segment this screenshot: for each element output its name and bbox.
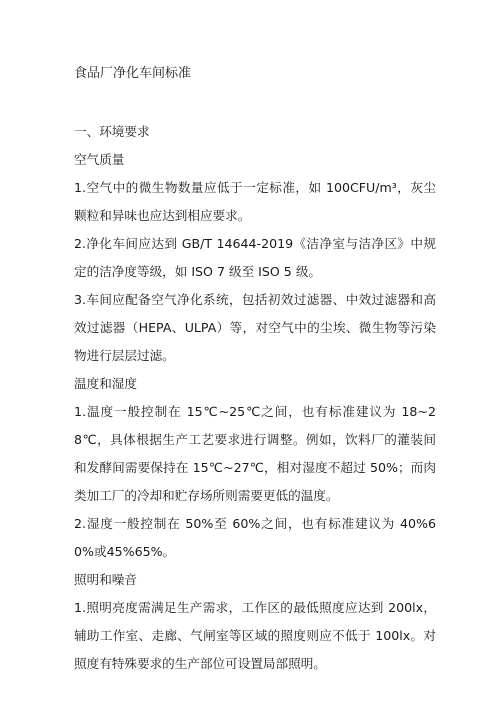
lighting-item-1: 1.照明亮度需满足生产需求，工作区的最低照度应达到 200lx，辅助工作室、走廊、气闸室等区域的照度则应不低于 100lx。对照度有特殊要求的生产部位可设置局部照明。	[74, 600, 436, 671]
section-heading-environment: 一、环境要求	[74, 124, 150, 139]
air-quality-item-3: 3.车间应配备空气净化系统，包括初效过滤器、中效过滤器和高效过滤器（HEPA、ULPA）等，对空气中的尘埃、微生物等污染物进行层层过滤。	[74, 292, 436, 363]
humidity-item-2: 2.湿度一般控制在 50%至 60%之间，也有标准建议为 40%60%或45%65%。	[74, 516, 436, 559]
subheading-air-quality: 空气质量	[74, 152, 125, 167]
air-quality-item-2: 2.净化车间应达到 GB/T 14644-2019《洁净室与洁净区》中规定的洁净度等级，如 ISO 7 级至 ISO 5 级。	[74, 236, 436, 279]
air-quality-item-1: 1.空气中的微生物数量应低于一定标准，如 100CFU/m³，灰尘颗粒和异味也应达到相应要求。	[74, 180, 436, 223]
title-spacer	[74, 88, 436, 118]
subheading-lighting-noise: 照明和噪音	[74, 572, 137, 587]
temperature-item-1: 1.温度一般控制在 15℃~25℃之间，也有标准建议为 18~28℃，具体根据生产工艺要求进行调整。例如，饮料厂的灌装间和发酵间需要保持在 15℃~27℃，相对湿度不超过 50%；而肉类加工厂的冷却和贮存场所则需要更低的温度。	[74, 404, 436, 503]
subheading-temperature-humidity: 温度和湿度	[74, 376, 137, 391]
document-title: 食品厂净化车间标准	[74, 66, 192, 81]
